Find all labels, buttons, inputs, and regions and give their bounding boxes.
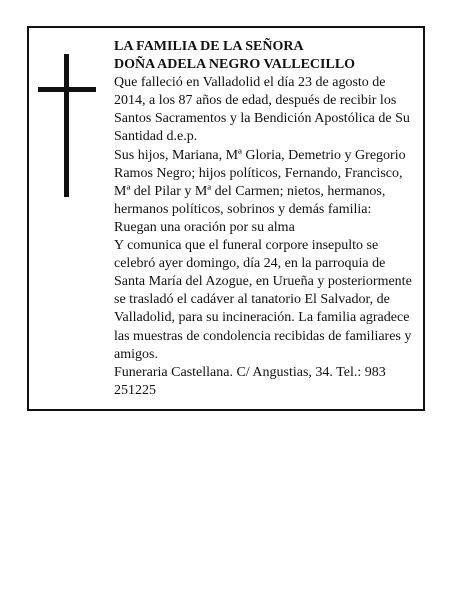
family-line: LA FAMILIA DE LA SEÑORA: [114, 39, 304, 54]
funeral-home-contact: Funeraria Castellana. C/ Angustias, 34. Tel.: 983 251225: [114, 364, 386, 398]
prayer-request-paragraph: Ruegan una oración por su alma: [114, 219, 295, 235]
obituary-text: [114, 38, 419, 400]
funeral-details-paragraph: Y comunica que el funeral corpore insepulto se celebró ayer domingo, día 24, en la parroquia de Santa María del Azogue, en Urueña y posteriormente se trasladó el cadáver al tanatorio El Salvador, de Valladolid, para su incineración. La familia agradece las muestras de condolencia recibidas de familiares y amigos.: [114, 238, 412, 362]
cross-vertical-bar: [64, 54, 69, 197]
deceased-name: DOÑA ADELA NEGRO VALLECILLO: [114, 57, 356, 73]
latin-cross-icon: [38, 54, 96, 197]
cross-horizontal-bar: [38, 87, 96, 92]
relatives-paragraph: Sus hijos, Mariana, Mª Gloria, Demetrio y Gregorio Ramos Negro; hijos políticos, Fernando, Francisco, Mª del Pilar y Mª del Carmen; nietos, hermanos, hermanos políticos, sobrinos y demás familia:: [114, 147, 406, 217]
death-announcement-paragraph: Que falleció en Valladolid el día 23 de agosto de 2014, a los 87 años de edad, después de recibir los Santos Sacramentos y la Bendición Apostólica de Su Santidad d.e.p.: [114, 75, 410, 145]
